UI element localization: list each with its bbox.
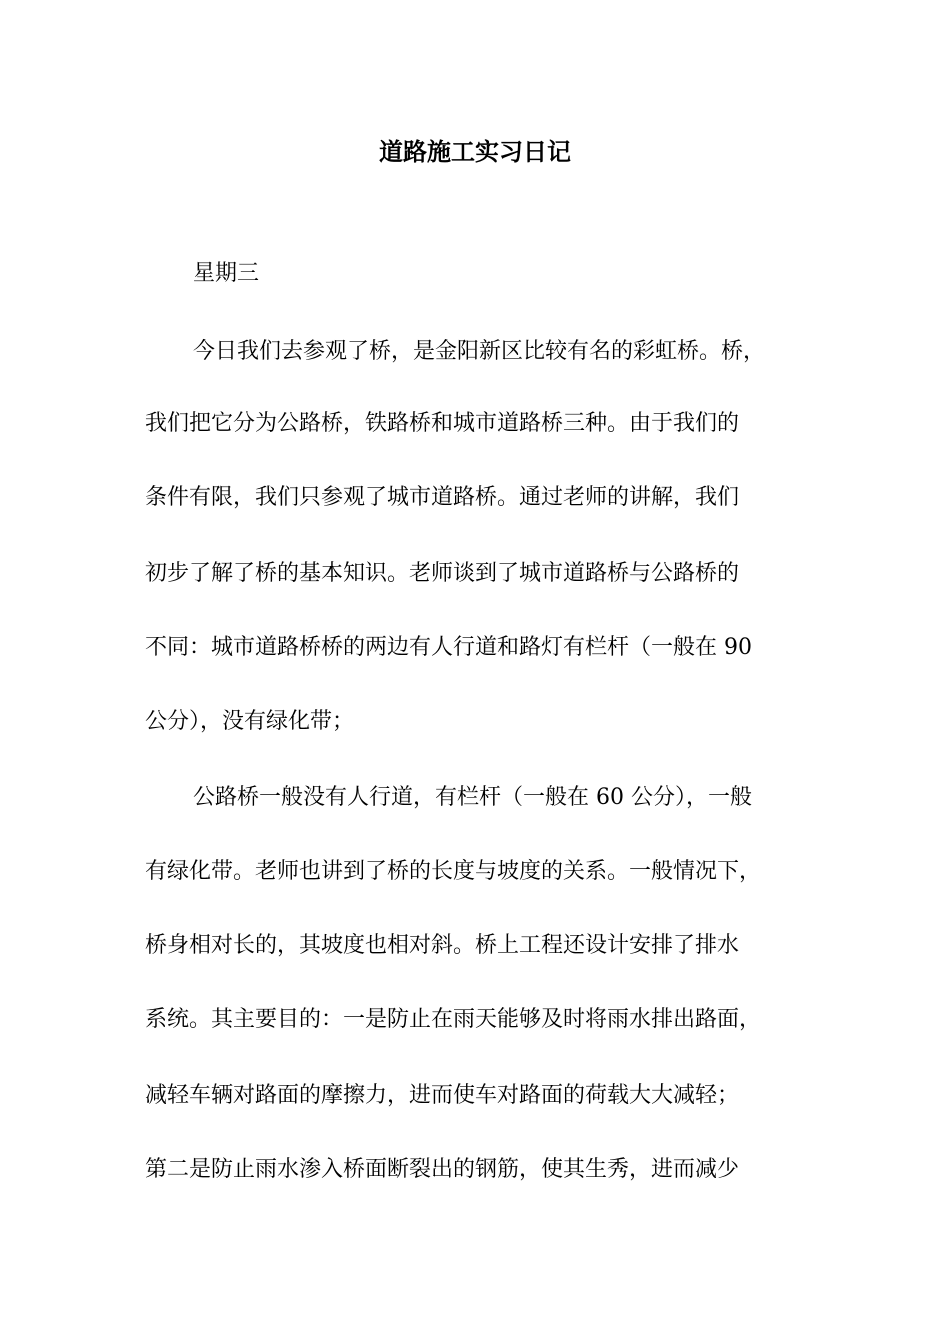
document-title: 道路施工实习日记 <box>379 137 571 166</box>
paragraph-2-line-6: 第二是防止雨水渗入桥面断裂出的钢筋，使其生秀，进而减少 <box>145 1157 740 1182</box>
paragraph-1-line-4: 初步了解了桥的基本知识。老师谈到了城市道路桥与公路桥的 <box>145 561 740 586</box>
paragraph-1-line-6: 公分），没有绿化带； <box>145 709 355 734</box>
paragraph-1-line-3: 条件有限，我们只参观了城市道路桥。通过老师的讲解，我们 <box>145 485 740 510</box>
paragraph-2-line-5: 减轻车辆对路面的摩擦力，进而使车对路面的荷载大大减轻； <box>145 1083 740 1108</box>
paragraph-1-line-2: 我们把它分为公路桥，铁路桥和城市道路桥三种。由于我们的 <box>145 411 740 436</box>
paragraph-2-line-4: 系统。其主要目的：一是防止在雨天能够及时将雨水排出路面， <box>145 1007 762 1032</box>
paragraph-1-line-5: 不同：城市道路桥桥的两边有人行道和路灯有栏杆（一般在 90 <box>145 635 752 660</box>
paragraph-2-line-3: 桥身相对长的，其坡度也相对斜。桥上工程还设计安排了排水 <box>145 933 740 958</box>
weekday-heading: 星期三 <box>193 261 260 286</box>
paragraph-1-line-1: 今日我们去参观了桥，是金阳新区比较有名的彩虹桥。桥， <box>193 339 766 364</box>
paragraph-2-line-1: 公路桥一般没有人行道，有栏杆（一般在 60 公分），一般 <box>193 785 752 810</box>
paragraph-2-line-2: 有绿化带。老师也讲到了桥的长度与坡度的关系。一般情况下， <box>145 859 762 884</box>
